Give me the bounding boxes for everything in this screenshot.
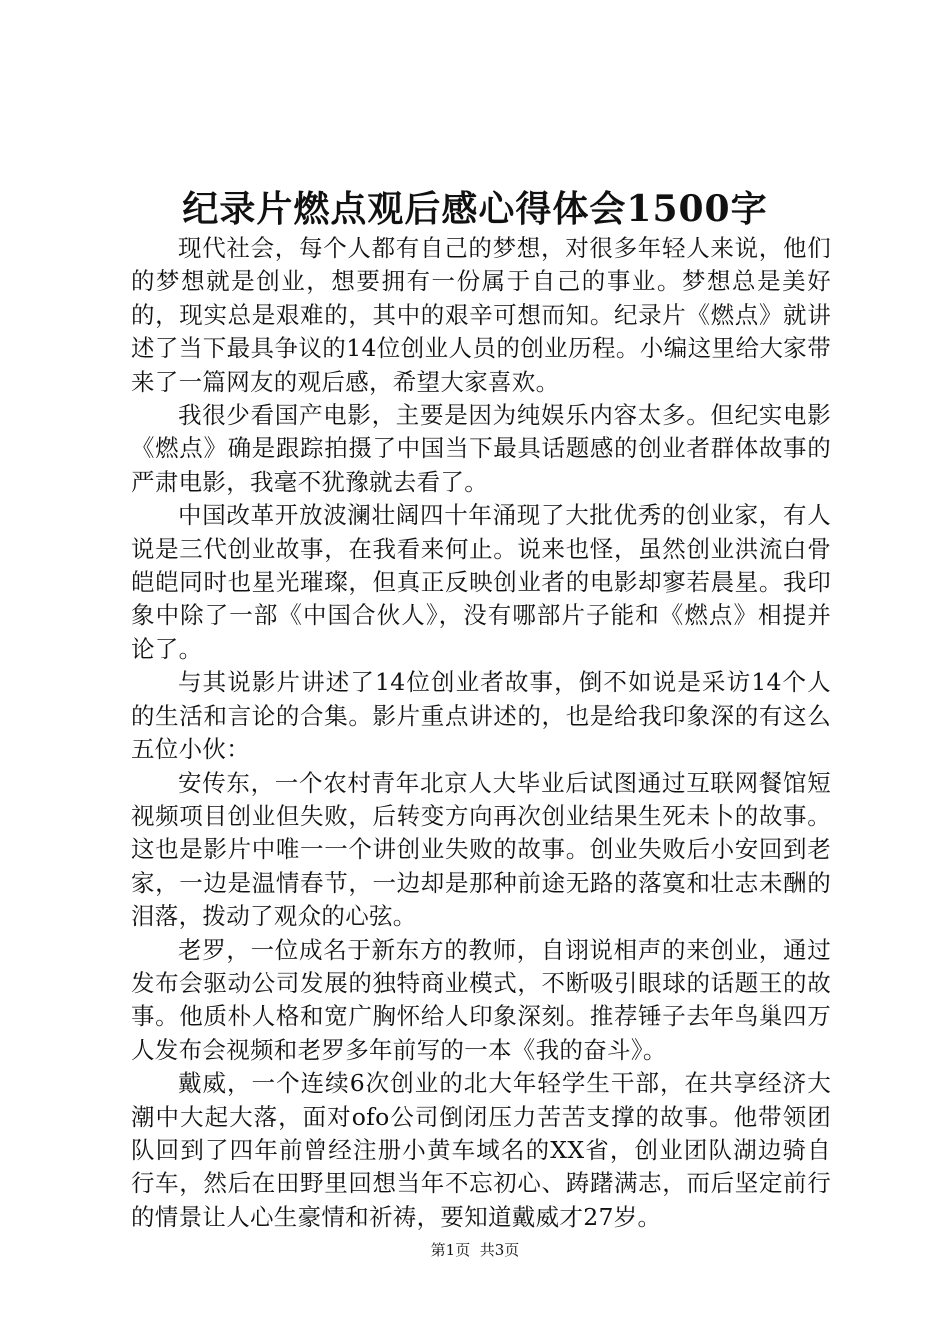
paragraph-domestic-films: 我很少看国产电影，主要是因为纯娱乐内容太多。但纪实电影《燃点》确是跟踪拍摄了中国当下最具话题感的创业者群体故事的严肃电影，我毫不犹豫就去看了。 xyxy=(131,401,831,496)
page-footer xyxy=(0,1240,950,1260)
document-body xyxy=(131,232,831,1234)
paragraph-lao-luo: 老罗，一位成名于新东方的教师，自诩说相声的来创业，通过发布会驱动公司发展的独特商业模式，不断吸引眼球的话题王的故事。他质朴人格和宽广胸怀给人印象深刻。推荐锤子去年鸟巢四万人发布会视频和老罗多年前写的一本《我的奋斗》。 xyxy=(131,935,831,1064)
paragraph-dai-wei: 戴威，一个连续6次创业的北大年轻学生干部，在共享经济大潮中大起大落，面对ofo公司倒闭压力苦苦支撑的故事。他带领团队回到了四年前曾经注册小黄车域名的XX省，创业团队湖边骑自行车，然后在田野里回想当年不忘初心、踌躇满志，而后坚定前行的情景让人心生豪情和祈祷，要知道戴威才27岁。 xyxy=(131,1069,831,1231)
paragraph-an-chuandong: 安传东，一个农村青年北京人大毕业后试图通过互联网餐馆短视频项目创业但失败，后转变方向再次创业结果生死未卜的故事。这也是影片中唯一一个讲创业失败的故事。创业失败后小安回到老家，一边是温情春节，一边却是那种前途无路的落寞和壮志未酬的泪落，拨动了观众的心弦。 xyxy=(131,768,831,931)
paragraph-reform-entrepreneurs: 中国改革开放波澜壮阔四十年涌现了大批优秀的创业家，有人说是三代创业故事，在我看来何止。说来也怪，虽然创业洪流白骨皑皑同时也星光璀璨，但真正反映创业者的电影却寥若晨星。我印象中除了一部《中国合伙人》，没有哪部片子能和《燃点》相提并论了。 xyxy=(131,501,831,663)
page-number: 第1页 xyxy=(430,1241,471,1259)
paragraph-fourteen-stories: 与其说影片讲述了14位创业者故事，倒不如说是采访14个人的生活和言论的合集。影片重点讲述的，也是给我印象深的有这么五位小伙： xyxy=(131,668,831,764)
page-total: 共3页 xyxy=(479,1241,520,1259)
document-title: 纪录片燃点观后感心得体会1500字 xyxy=(182,188,768,230)
paragraph-intro: 现代社会，每个人都有自己的梦想，对很多年轻人来说，他们的梦想就是创业，想要拥有一份属于自己的事业。梦想总是美好的，现实总是艰难的，其中的艰辛可想而知。纪录片《燃点》就讲述了当下最具争议的14位创业人员的创业历程。小编这里给大家带来了一篇网友的观后感，希望大家喜欢。 xyxy=(131,234,831,396)
